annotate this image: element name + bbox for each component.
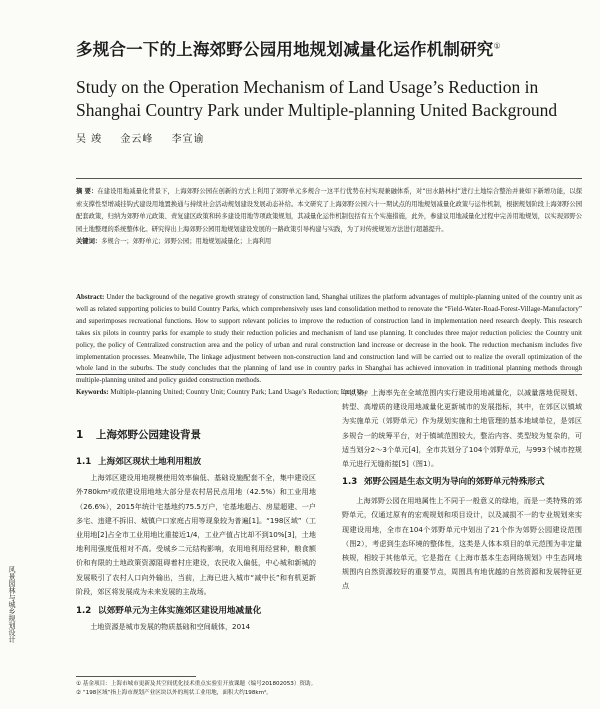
- english-abstract: [76, 292, 582, 399]
- footnote-2: ② “198区域”指上海市规划产业区块以外的现状工业用地，面积大约198km²。: [76, 690, 272, 697]
- chinese-title-text: 多规合一下的上海郊野公园用地规划减量化运作机制研究: [76, 40, 494, 59]
- section-1-title: 上海郊野公园建设背景: [96, 429, 201, 441]
- paragraph-3: 年以来，上海率先在全域范围内实行建设用地减量化，以减量落地促规划、转型、高增质的建设用地减量化更新城市的发展指标，其中，在郊区以镇域为实施单元（郊野单元）作为规划实施和土地管理的基本地域单位，是郊区多规合一的统筹平台，对于镇域范围较大，整治内容、类型较为复杂的，可适当划分2～3个单元[4]，全市共划分了104个郊野单元，与993个城市控规单元进行无缝衔接[5]（图1）。: [342, 388, 582, 469]
- divider-abstract: [76, 374, 582, 375]
- section-1-2-heading: [76, 603, 316, 620]
- authors: [76, 130, 219, 145]
- chinese-title: [76, 36, 546, 60]
- keywords-en-label: Keywords:: [76, 389, 109, 397]
- section-1-3-number: 1.3: [342, 477, 358, 488]
- section-1-1-heading: [76, 454, 316, 471]
- abstract-zh-label: 摘 要：: [76, 188, 98, 195]
- divider-top: [76, 178, 582, 179]
- section-1-heading: [76, 428, 316, 442]
- footnote-1: ① 基金项目：上海市城市更新及其空间优化技术重点实验室开放课题（编号201802053）资助。: [76, 681, 317, 687]
- keywords-zh: 多规合一；郊野单元；郊野公园；用地规划减量化；上海利用: [101, 238, 272, 246]
- body-left-column: [76, 428, 316, 634]
- abstract-en-label: Abstract:: [76, 294, 105, 301]
- paragraph-1: 上海郊区建设用地规模使用效率偏低、基础设施配套不全，集中建设区外780km²或依建设用地地大部分是农村居民点用地（42.5%）和工业用地（26.6%），2015年统计宅基地约75.5万户，宅基地超占、房屋超建、一户多宅、违建不拆旧、城镇户口家庭占用等现象较为普遍[1]。“198区域”（工业用地[2]占全市工业用地比重接近1/4，工业产值占比却不到10%[3]，土地地利用强度低相对不高。受城乡二元结构影响，农用地利用经营种，粮食额价和有限的土地政策资源阻碍着村庄建设，农民收入偏低，中心城和新城的发展吸引了农村人口向外输出，当前，上海已进入城市“减中长”和有机更新阶段，郊区将发展成为未来发展的主战场。: [76, 473, 316, 596]
- chinese-abstract: [76, 186, 582, 249]
- footnotes: [76, 680, 582, 699]
- author-2: 金云峰: [120, 134, 154, 145]
- section-1-3-heading: [342, 475, 582, 490]
- english-title: Study on the Operation Mechanism of Land Usage’s Reduction in Shanghai Country Park under Multiple-planning United Background: [76, 77, 558, 120]
- section-1-number: 1: [76, 429, 84, 441]
- abstract-zh-text: 在建设用地减量化背景下，上海郊野公园在创新的方式上利用了郊野单元多规合一这平行优势在村实现兼融体系，对“田水路林村”进行土地综合整治并兼如下新增功能，以探索支撑性型增减挂钩式建设用地置换通与持续社会活动规划建设发展动态补给。本文研究了上海郊野公园六十一期试点的用地规划减量化政策与运作机制，根据规划阶段上海郊野公园配套政策，归纳为郊野单元政策、责复建区政策和转多建设用地等项政策规划，其减量化运作机制包括有五个实施措施，此外，参建议用地减量化过程中完善用地规划，以实现郊野公园土地整理的系统整体化。研究得出上海郊野公园用地规划建设发展的一路政策引导构建与实践，为了对传统规划方法进行超越提升。: [76, 188, 582, 233]
- author-1: 吴 竣: [76, 134, 103, 145]
- keywords-zh-label: 关键词：: [76, 238, 102, 246]
- section-1-1-title: 上海郊区现状土地利用粗放: [98, 457, 202, 468]
- section-1-3-title: 郊野公园是生态文明为导向的郊野单元特殊形式: [364, 477, 545, 488]
- title-footnote-mark: ①: [493, 41, 501, 51]
- side-column-label: 风景园林与城乡规划设计: [8, 566, 16, 643]
- abstract-en-text: Under the background of the negative growth strategy of construction land, Shanghai utilizes the platform advantages of multiple-planning united of the country unit as well as related supporting policies to build Country Parks, which comprehensively uses land consolidation method to renovate the “Field-Water-Road-Forest-Village-Manufactory” and superimposes recreational functions. How to support relevant policies to improve the reduction of construction land in implementation need research deeply. This research takes six pilots in country parks for example to study their reduction policies and mechanism of land use planning. It concludes three major reduction policies: the Country unit policy, the policy of Centralized construction area and the policy of urban and rural construction land increase or decrease in the hook. The reduction mechanism includes five implementation processes. Meanwhile, The linkage adjustment between non-construction land and construction land will be carried out to realize the overall optimization of the whole land in the suburbs. The study concludes that the planning of land use in country parks in Shanghai has achieved innovation in traditional planning methods through multiple-planning united and policy guided construction methods.: [76, 294, 582, 385]
- section-1-2-number: 1.2: [76, 606, 92, 617]
- body-right-column: [342, 386, 582, 594]
- paragraph-2: 土地资源是城市发展的物质基础和空间载体，2014: [90, 622, 251, 632]
- paragraph-4: 上海郊野公园在用地属性上不同于一般意义的绿地，而是一类特殊的郊野单元，仅通过原有的宏观规划和项目设计，以及减损不一的专业规划来实现建设用地，全市在104个郊野单元中划出了21个作为郊野公园建设范围（图2），考虑到生态环境的整体性，这类是人体本项目的单元范围为非定量核规，相较于其他单元，它是指在《上海市基本生态网络规划》中生态网地规围内自然资源较好的重要节点，周围具有地优越的自然资源和发展特征更点: [342, 496, 582, 591]
- footnote-rule: [76, 676, 196, 677]
- keywords-en: Multiple-planning United; Country Unit; Country Park; Land Usage’s Reduction; Land Use: [110, 389, 368, 397]
- section-1-2-title: 以郊野单元为主体实施郊区建设用地减量化: [98, 606, 262, 617]
- section-1-1-number: 1.1: [76, 457, 92, 468]
- author-3: 李宣谕: [171, 134, 205, 145]
